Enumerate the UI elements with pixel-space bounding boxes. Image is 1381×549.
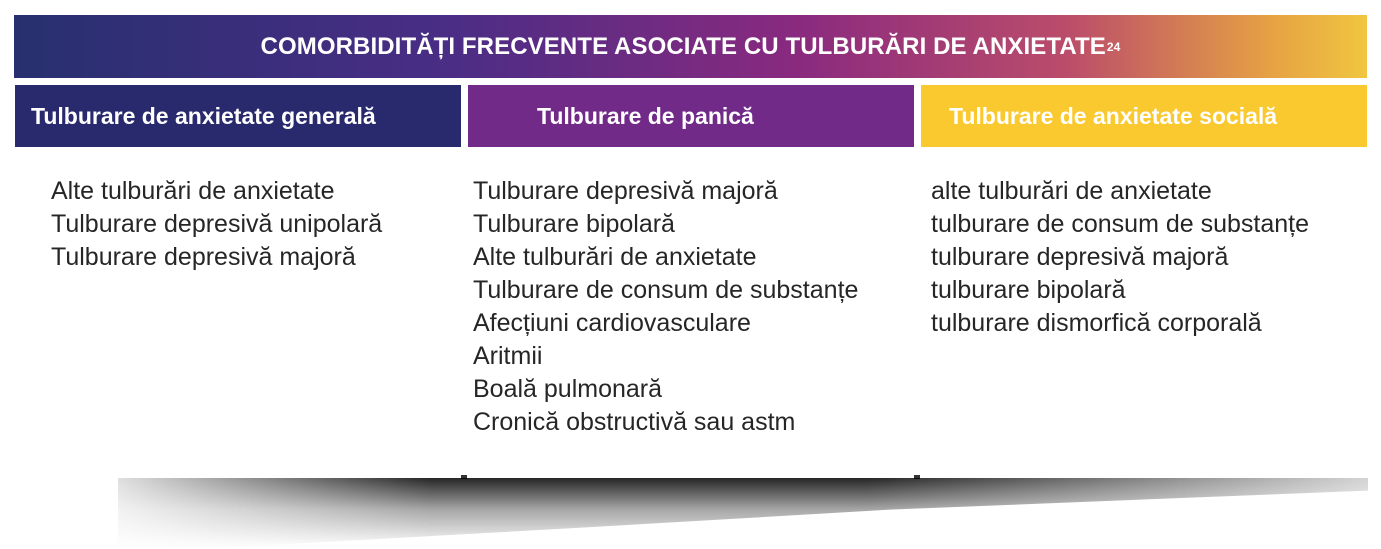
list-item: Tulburare depresivă unipolară [51,210,383,238]
comorbidity-list-social-anxiety [931,175,1309,340]
title-text: COMORBIDITĂȚI FRECVENTE ASOCIATE CU TULBURĂRI DE ANXIETATE [260,32,1106,60]
column-header-panic: Tulburare de panică [468,85,914,147]
comorbidity-list-panic [473,175,858,439]
list-item: tulburare bipolară [931,276,1126,304]
list-item: tulburare dismorfică corporală [931,309,1262,337]
list-item: Alte tulburări de anxietate [51,177,335,205]
decorative-shadow [118,478,1368,548]
list-item: Alte tulburări de anxietate [473,243,757,271]
comorbidity-list-generalized-anxiety [51,175,382,274]
list-item: Tulburare depresivă majoră [473,177,778,205]
title-banner: COMORBIDITĂȚI FRECVENTE ASOCIATE CU TULBURĂRI DE ANXIETATE 24 [14,15,1367,78]
list-item: Afecțiuni cardiovasculare [473,309,751,337]
list-item: Tulburare de consum de substanțe [473,276,859,304]
list-item: tulburare depresivă majoră [931,243,1229,271]
column-header-social-anxiety: Tulburare de anxietate socială [921,85,1367,147]
list-item: tulburare de consum de substanțe [931,210,1310,238]
list-item: Aritmii [473,342,543,370]
column-header-generalized-anxiety: Tulburare de anxietate generală [15,85,461,147]
list-item: alte tulburări de anxietate [931,177,1212,205]
list-item: Tulburare depresivă majoră [51,243,356,271]
list-item: Cronică obstructivă sau astm [473,408,796,436]
list-item: Boală pulmonară [473,375,663,403]
list-item: Tulburare bipolară [473,210,675,238]
